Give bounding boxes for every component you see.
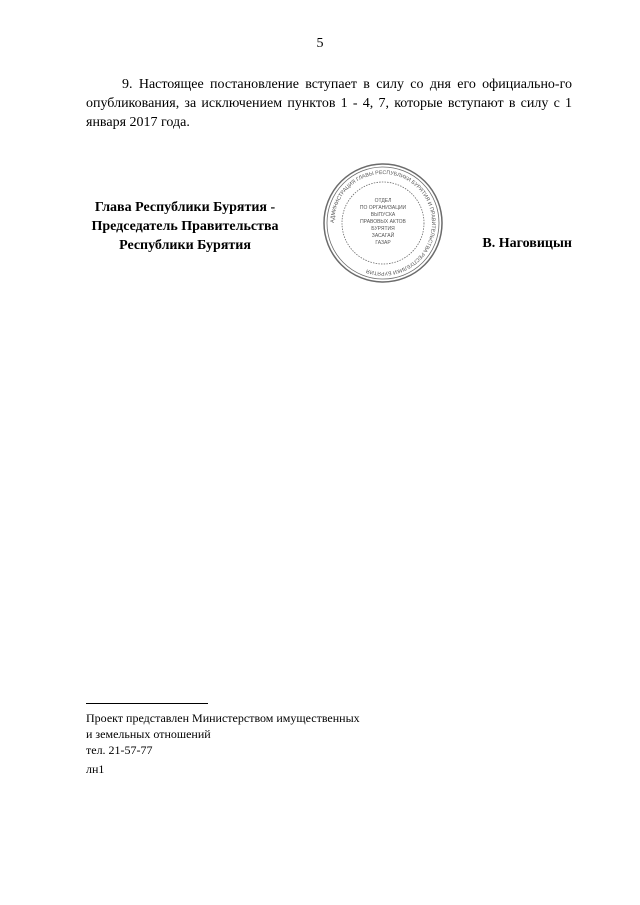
footnote-line: Проект представлен Министерством имущественных [86, 711, 360, 725]
seal-center-line: ПРАВОВЫХ АКТОВ [360, 219, 406, 225]
signatory-position-line: Республики Бурятия [119, 238, 251, 253]
seal-center-line: ЗАСАГАЙ [371, 233, 395, 239]
signatory-position [60, 198, 310, 255]
seal-ring-text: АДМИНИСТРАЦИЯ ГЛАВЫ РЕСПУБЛИКИ БУРЯТИЯ И ПРАВИТЕЛЬСТВА РЕСПУБЛИКИ БУРЯТИЯ [329, 169, 437, 277]
seal-center-line: ПО ОРГАНИЗАЦИИ [359, 205, 407, 211]
official-seal [322, 162, 444, 284]
paragraph-9: 9. Настоящее постановление вступает в силу со дня его официально-го опубликования, за исключением пунктов 1 - 4, 7, которые вступают в силу с 1 января 2017 года. [86, 77, 572, 130]
footnote-line: тел. 21-57-77 [86, 743, 153, 757]
signatory-name: В. Наговицын [482, 236, 572, 251]
footnote-line: и земельных отношений [86, 727, 211, 741]
seal-center-line: ГАЗАР [375, 240, 391, 246]
footnote [86, 710, 360, 758]
footnote-divider [86, 703, 208, 704]
signatory-position-line: Председатель Правительства [91, 219, 279, 234]
document-code: лн1 [86, 762, 105, 776]
seal-center-line: БУРЯТИЯ [371, 226, 395, 232]
seal-center-line: ВЫПУСКА [370, 212, 396, 218]
seal-center-line: ОТДЕЛ [374, 198, 392, 204]
page-number: 5 [316, 36, 324, 51]
signatory-position-line: Глава Республики Бурятия - [94, 200, 276, 215]
